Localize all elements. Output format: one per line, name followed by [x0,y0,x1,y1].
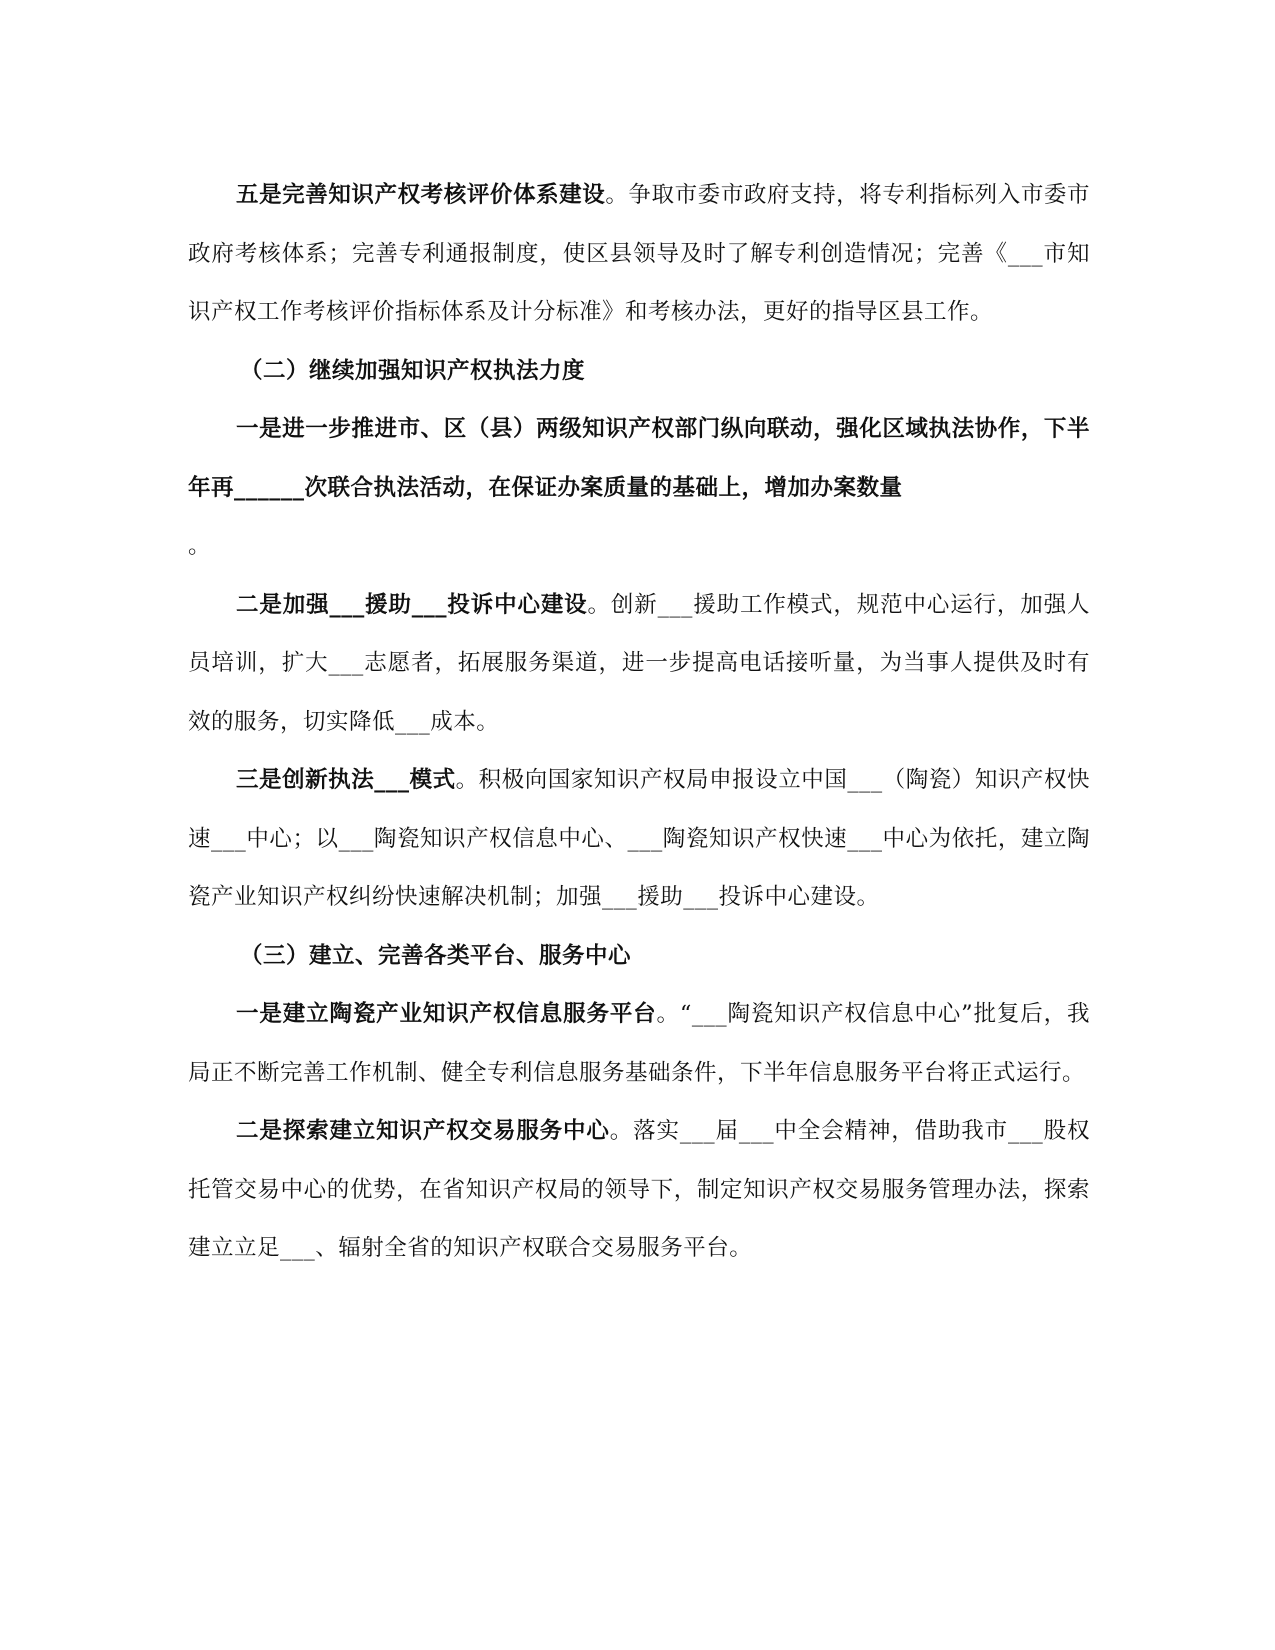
section-heading-enforcement: （二）继续加强知识产权执法力度 [240,357,586,384]
paragraph-info-platform [188,985,1090,1102]
paragraph-lead: 二是加强___援助___投诉中心建设 [236,591,588,618]
paragraph-trading-center [188,1102,1090,1278]
paragraph-lead: 一是建立陶瓷产业知识产权信息服务平台 [236,1001,657,1027]
paragraph-lead: 三是创新执法___模式 [236,767,456,793]
paragraph-trailing-period: 。 [188,533,212,559]
paragraph-lead: 五是完善知识产权考核评价体系建设 [236,182,606,208]
paragraph-appraisal-system [188,166,1090,342]
section-heading-platforms: （三）建立、完善各类平台、服务中心 [240,942,632,969]
paragraph-text: 。积极向国家知识产权局申报设立中国___（陶瓷）知识产权快速___中心；以___陶瓷知识产权信息中心、___陶瓷知识产权快速___中心为依托，建立陶瓷产业知识产权纠纷快速解决机制；加强___援助___投诉中心建设。 [188,767,1090,910]
paragraph-enforcement-model [188,751,1090,927]
paragraph-joint-enforcement [188,400,1090,576]
paragraph-text: 。创新___援助工作模式，规范中心运行，加强人员培训，扩大___志愿者，拓展服务渠道，进一步提高电话接听量，为当事人提供及时有效的服务，切实降低___成本。 [188,591,1090,735]
document-body [188,166,1090,1278]
paragraph-text: 。“___陶瓷知识产权信息中心”批复后，我局正不断完善工作机制、健全专利信息服务基础条件，下半年信息服务平台将正式运行。 [188,1001,1090,1086]
paragraph-assistance-center [188,576,1090,752]
paragraph-text: 。落实___届___中全会精神，借助我市___股权托管交易中心的优势，在省知识产权局的领导下，制定知识产权交易服务管理办法，探索建立立足___、辐射全省的知识产权联合交易服务平台。 [188,1118,1090,1261]
paragraph-lead: 二是探索建立知识产权交易服务中心 [236,1118,610,1144]
paragraph-text: 。争取市委市政府支持，将专利指标列入市委市政府考核体系；完善专利通报制度，使区县领导及时了解专利创造情况；完善《___市知识产权工作考核评价指标体系及计分标准》和考核办法，更好的指导区县工作。 [188,182,1090,325]
paragraph-bold-text: 一是进一步推进市、区（县）两级知识产权部门纵向联动，强化区域执法协作，下半年再______次联合执法活动，在保证办案质量的基础上，增加办案数量 [188,416,1090,501]
